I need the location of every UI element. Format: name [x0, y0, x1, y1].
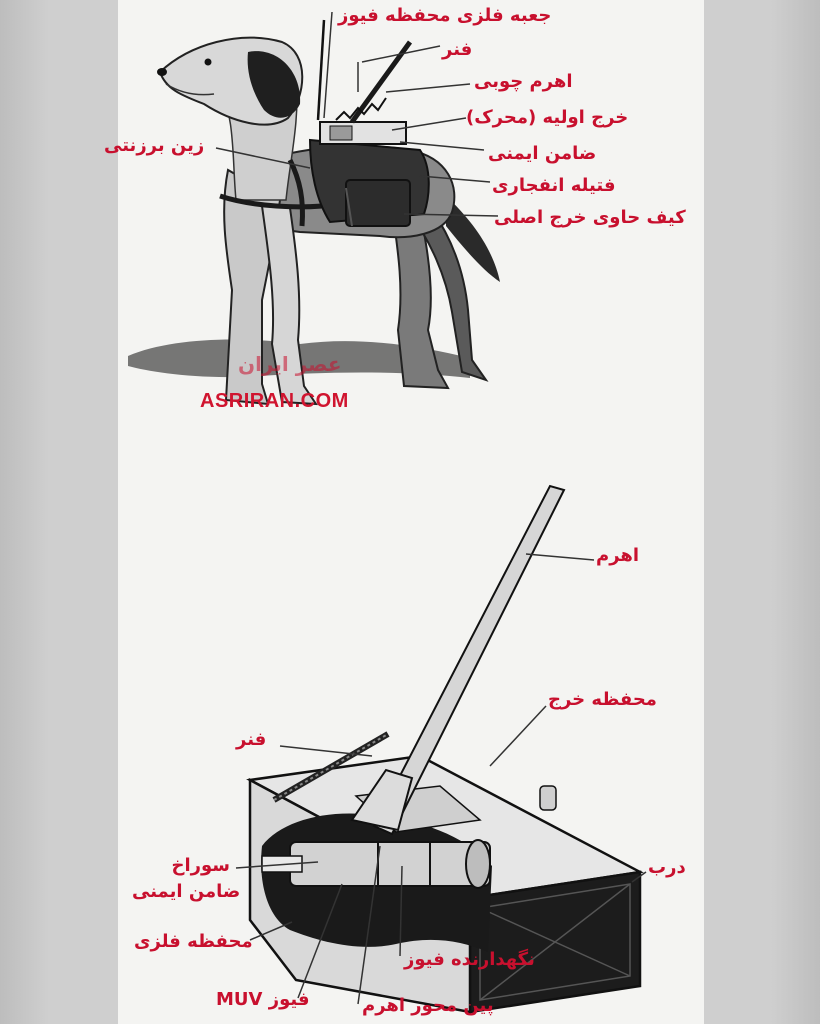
label-safety-hole-line1: سوراخ	[171, 855, 230, 876]
label-canvas-saddle: زین برزنتی	[104, 135, 205, 156]
label-charge-housing: محفظه خرج	[548, 689, 657, 710]
label-door: درب	[648, 857, 686, 878]
label-fuse-box: جعبه فلزی محفظه فیوز	[338, 5, 552, 26]
label-safety-pin-top: ضامن ایمنی	[488, 143, 597, 164]
watermark-persian: عصر ایران	[238, 352, 342, 376]
label-spring-top: فنر	[442, 39, 473, 60]
label-wooden-lever: اهرم چوبی	[474, 71, 573, 92]
label-safety-hole-line2: ضامن ایمنی	[132, 881, 241, 902]
label-primary-charge: خرج اولیه (محرک)	[466, 107, 629, 128]
watermark-latin: ASRIRAN.COM	[200, 390, 349, 412]
label-main-charge-bag: کیف حاوی خرج اصلی	[494, 207, 686, 228]
label-lever: اهرم	[596, 545, 640, 566]
dog-illustration	[128, 20, 500, 404]
label-metal-housing: محفظه فلزی	[134, 931, 253, 952]
label-detonating-cord: فتیله انفجاری	[492, 175, 616, 196]
label-fuse-holder: نگهدارنده فیوز	[404, 949, 535, 970]
label-lever-pivot-pin: پین محور اهرم	[362, 995, 494, 1016]
label-muv-fuse: فیوز MUV	[216, 989, 310, 1010]
label-spring-bottom: فنر	[236, 729, 267, 750]
